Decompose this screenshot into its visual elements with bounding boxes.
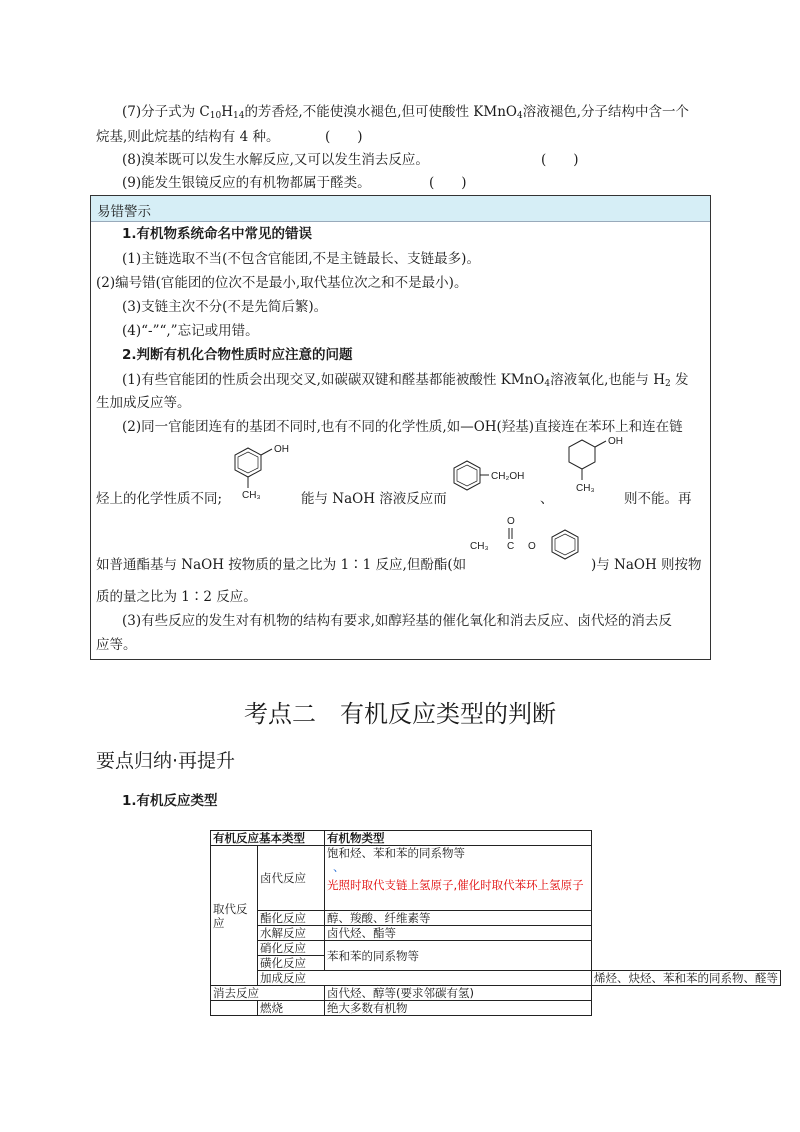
halogenation-text: 饱和烃、苯和苯的同系物等 (327, 846, 465, 860)
question-9: (9)能发生银镜反应的有机物都属于醛类。 (122, 175, 371, 191)
section-subtitle: 要点归纳·再提升 (96, 750, 236, 772)
halogenation-cell: 卤代反应 (258, 846, 325, 911)
warning-header-label: 易错警示 (97, 204, 151, 220)
table-row (211, 941, 781, 956)
answer-paren[interactable]: ( ) (325, 129, 363, 145)
warning-item-4: (4)“-”“,”忘记或用错。 (122, 323, 259, 339)
ester-o-top-label: O (507, 516, 515, 527)
ch2oh-label: CH₂OH (491, 471, 525, 482)
table-row (211, 926, 781, 941)
phenyl-acetate-structure (470, 508, 590, 562)
question-7-line1: (7)分子式为 $C_{10}H_{14}$的芳香烃,不能使溴水褪色,但可使酸性 KMnO$_4$溶液褪色,分子结构中含一个 (122, 104, 690, 121)
methylcyclohexanol-structure (562, 432, 632, 502)
warning-item-5-line2: 生加成反应等。 (96, 395, 191, 411)
addition-desc: 烯烃、炔烃、苯和苯的同系物、醛等 (592, 971, 781, 986)
nitration-desc: 苯和苯的同系物等 (325, 941, 592, 971)
question-7-line2: 烷基,则此烷基的结构有 4 种。 (96, 129, 280, 145)
warning-heading-1: 1.有机物系统命名中常见的错误 (122, 226, 313, 242)
warning-item-6-line3b: )与 NaOH 则按物 (591, 557, 702, 573)
empty-cell (211, 1001, 258, 1016)
sulfonation-cell: 磺化反应 (258, 956, 325, 971)
table-header-row (211, 831, 781, 846)
table-header-basic: 有机反应基本类型 (211, 831, 325, 846)
table-row (211, 911, 781, 926)
table-row (211, 846, 781, 911)
warning-item-6-line1: (2)同一官能团连有的基团不同时,也有不同的化学性质,如—OH(羟基)直接连在苯环上和连在链 (122, 419, 683, 435)
substitution-cell: 取代反应 (211, 846, 258, 986)
warning-header (91, 196, 710, 222)
ester-ch3-label: CH₃ (470, 541, 489, 552)
warning-item-5-line1: (1)有些官能团的性质会出现交叉,如碳碳双键和醛基都能被酸性 KMnO$_4$溶液氧化,也能与 $H_2$ 发 (122, 372, 689, 389)
hydrolysis-desc: 卤代烃、酯等 (325, 926, 592, 941)
halogenation-red-note: 光照时取代支链上氢原子,催化时取代苯环上氢原子 (327, 878, 584, 892)
warning-item-6-line2c: 、 (540, 491, 554, 507)
table-row (211, 971, 781, 986)
table-row (211, 1001, 781, 1016)
halogenation-mark: 、 (333, 860, 345, 874)
halogenation-desc (325, 846, 592, 911)
esterification-cell: 酯化反应 (258, 911, 325, 926)
cresol-structure (228, 440, 288, 500)
table-row (211, 986, 781, 1001)
warning-item-6-line2d: 则不能。再 (624, 491, 692, 507)
reaction-type-table (210, 830, 781, 1016)
answer-paren[interactable]: ( ) (429, 175, 467, 191)
list-title: 1.有机反应类型 (122, 793, 218, 809)
warning-item-7-line2: 应等。 (96, 637, 137, 653)
elimination-desc: 卤代烃、醇等(要求邻碳有氢) (325, 986, 592, 1001)
nitration-cell: 硝化反应 (258, 941, 325, 956)
warning-item-1: (1)主链选取不当(不包含官能团,不是主链最长、支链最多)。 (122, 251, 480, 267)
addition-cell: 加成反应 (258, 971, 592, 986)
combustion-cell: 燃烧 (258, 1001, 325, 1016)
hydrolysis-cell: 水解反应 (258, 926, 325, 941)
warning-item-6-line2b: 能与 NaOH 溶液反应而 (301, 491, 447, 507)
combustion-desc: 绝大多数有机物 (325, 1001, 592, 1016)
oh-label: OH (274, 444, 289, 455)
ch3-label: CH₃ (242, 490, 261, 501)
warning-item-2: (2)编号错(官能团的位次不是最小,取代基位次之和不是最小)。 (96, 275, 468, 291)
warning-heading-2: 2.判断有机化合物性质时应注意的问题 (122, 347, 353, 363)
warning-item-7-line1: (3)有些反应的发生对有机物的结构有要求,如醇羟基的催化氧化和消去反应、卤代烃的消去反 (122, 613, 672, 629)
warning-item-6-line2a: 烃上的化学性质不同; (96, 491, 223, 507)
question-8: (8)溴苯既可以发生水解反应,又可以发生消去反应。 (122, 152, 429, 168)
warning-item-6-line4: 质的量之比为 1∶2 反应。 (96, 589, 257, 605)
answer-paren[interactable]: ( ) (541, 152, 579, 168)
ch3-label: CH₃ (576, 483, 595, 494)
ester-o-label: O (528, 541, 536, 552)
ester-c-label: C (507, 541, 515, 552)
benzyl-alcohol-structure (447, 456, 547, 505)
esterification-desc: 醇、羧酸、纤维素等 (325, 911, 592, 926)
warning-item-6-line3a: 如普通酯基与 NaOH 按物质的量之比为 1∶1 反应,但酚酯(如 (96, 557, 467, 573)
elimination-cell: 消去反应 (211, 986, 325, 1001)
section-title: 考点二 有机反应类型的判断 (244, 700, 556, 728)
warning-item-3: (3)支链主次不分(不是先简后繁)。 (122, 299, 328, 315)
table-header-type: 有机物类型 (325, 831, 592, 846)
oh-label: OH (608, 436, 623, 447)
